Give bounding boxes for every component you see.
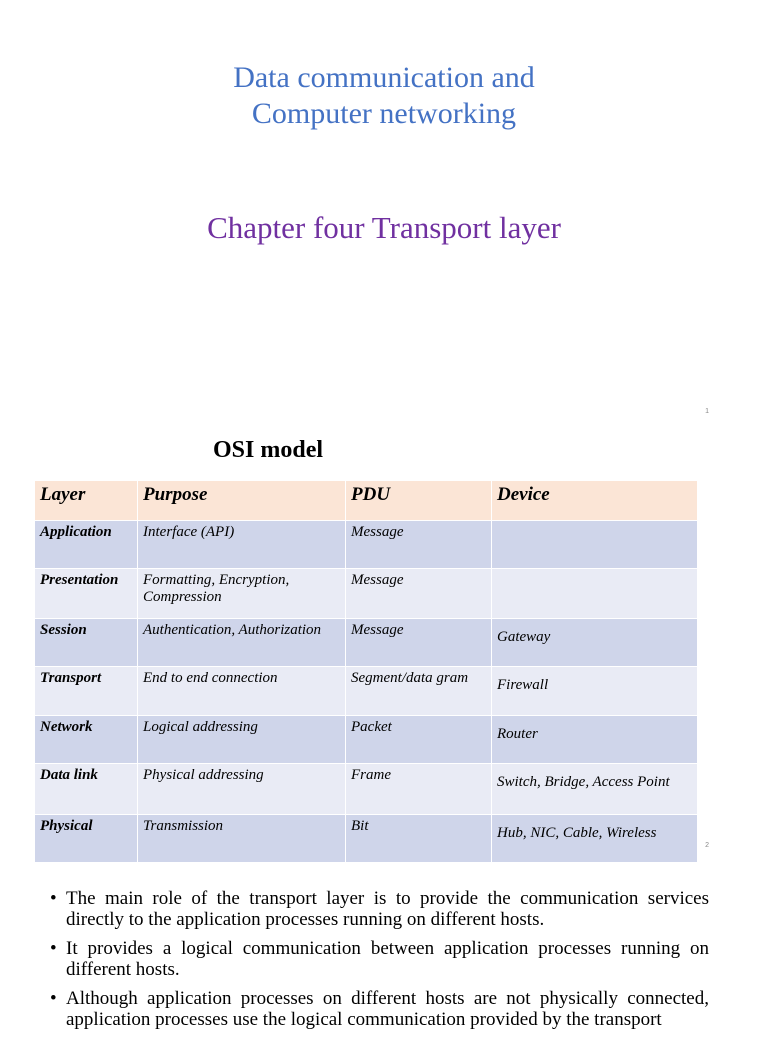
table-row xyxy=(35,667,698,716)
table-row xyxy=(35,716,698,764)
page-number: 1 xyxy=(705,408,709,415)
slide-title-heading xyxy=(0,60,768,132)
title-line-2: Computer networking xyxy=(251,97,517,130)
cell-device: Gateway xyxy=(492,619,698,667)
slide-transport-layer-intro xyxy=(0,880,768,1030)
cell-purpose: Transmission xyxy=(138,815,346,863)
osi-table xyxy=(34,480,698,863)
title-line-1: Data communication and xyxy=(233,61,535,94)
slide-title xyxy=(0,0,768,425)
cell-pdu: Message xyxy=(346,521,492,569)
header-pdu: PDU xyxy=(346,481,492,521)
table-row xyxy=(35,569,698,619)
cell-purpose: End to end connection xyxy=(138,667,346,716)
cell-pdu: Message xyxy=(346,569,492,619)
bullet-icon: • xyxy=(50,938,57,959)
cell-purpose: Formatting, Encryption, Compression xyxy=(138,569,346,619)
cell-layer: Network xyxy=(35,716,138,764)
table-row xyxy=(35,619,698,667)
cell-pdu: Bit xyxy=(346,815,492,863)
slide-osi-model xyxy=(0,430,768,850)
cell-device xyxy=(492,569,698,619)
list-item xyxy=(48,888,709,930)
cell-pdu: Message xyxy=(346,619,492,667)
bullet-text: Although application processes on different hosts are not physically connected, application processes use the logical communication provided by the transport xyxy=(66,988,709,1030)
cell-purpose: Logical addressing xyxy=(138,716,346,764)
header-purpose: Purpose xyxy=(138,481,346,521)
cell-device: Router xyxy=(492,716,698,764)
cell-pdu: Segment/data gram xyxy=(346,667,492,716)
cell-device xyxy=(492,521,698,569)
cell-pdu: Frame xyxy=(346,764,492,815)
cell-layer: Physical xyxy=(35,815,138,863)
cell-layer: Presentation xyxy=(35,569,138,619)
cell-device: Hub, NIC, Cable, Wireless xyxy=(492,815,698,863)
header-device: Device xyxy=(492,481,698,521)
bullet-icon: • xyxy=(50,988,57,1009)
cell-purpose: Physical addressing xyxy=(138,764,346,815)
list-item xyxy=(48,938,709,980)
cell-purpose: Authentication, Authorization xyxy=(138,619,346,667)
table-row xyxy=(35,764,698,815)
cell-device: Firewall xyxy=(492,667,698,716)
cell-device: Switch, Bridge, Access Point xyxy=(492,764,698,815)
cell-pdu: Packet xyxy=(346,716,492,764)
table-row xyxy=(35,521,698,569)
bullet-text: It provides a logical communication between application processes running on different hosts. xyxy=(66,938,709,980)
cell-purpose: Interface (API) xyxy=(138,521,346,569)
osi-model-title: OSI model xyxy=(213,437,324,463)
page-number: 2 xyxy=(705,842,709,849)
cell-layer: Application xyxy=(35,521,138,569)
bullet-icon: • xyxy=(50,888,57,909)
bullet-list xyxy=(48,888,709,1038)
cell-layer: Data link xyxy=(35,764,138,815)
table-row xyxy=(35,815,698,863)
bullet-text: The main role of the transport layer is to provide the communication services directly to the application processes running on different hosts. xyxy=(66,888,709,930)
cell-layer: Transport xyxy=(35,667,138,716)
cell-layer: Session xyxy=(35,619,138,667)
table-header-row xyxy=(35,481,698,521)
header-layer: Layer xyxy=(35,481,138,521)
chapter-subtitle: Chapter four Transport layer xyxy=(207,210,561,245)
